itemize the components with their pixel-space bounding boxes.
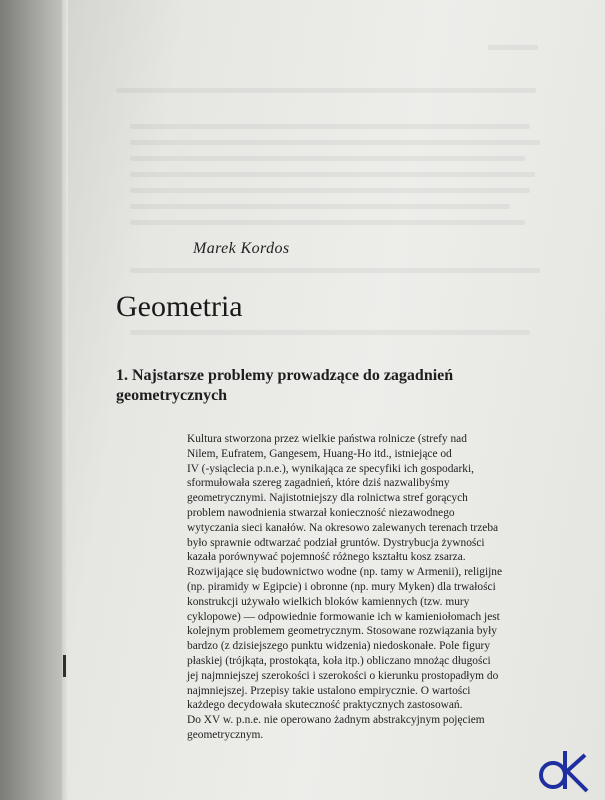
text-line: kazała porównywać pojemność różnego kształtu kosz zsarza. [187,551,466,564]
text-line: IV (-ysiąclecia p.n.e.), wynikająca ze specyfiki ich gospodarki, [187,462,474,475]
chapter-title: Geometria [116,290,243,323]
text-line: Rozwijające się budownictwo wodne (np. tamy w Armenii), religijne [187,566,503,579]
text-line: kolejnym problemem geometrycznym. Stosowane rozwiązania były [187,625,497,638]
text-line: Nilem, Eufratem, Gangesem, Huang-Ho itd., istniejące od [187,447,452,460]
text-line: cyklopowe) — odpowiednie formowanie ich w kamieniołomach jest [187,610,500,623]
dk-logo-icon [535,745,595,793]
text-line: najmniejszej. Przepisy takie ustalono empirycznie. O wartości [187,684,471,697]
margin-mark [63,655,66,677]
body-paragraph [187,432,557,743]
text-line: (np. piramidy w Egipcie) i obronne (np. mury Myken) dla trwałości [187,580,496,593]
text-line: Do XV w. p.n.e. nie operowano żadnym abstrakcyjnym pojęciem [187,714,485,727]
text-line: problem nawodnienia stwarzał konieczność niezawodnego [187,506,455,519]
text-line: jej najmniejszej szerokości i szerokości o kierunku prostopadłym do [187,669,499,682]
text-line: konstrukcji używało wielkich bloków kamiennych (tzw. mury [187,595,470,608]
text-line: geometrycznymi. Najistotniejszy dla rolnictwa stref gorących [187,492,468,505]
text-line: było sprawnie odtwarzać podział gruntów. Dystrybucja żywności [187,536,485,549]
text-line: płaskiej (trójkąta, prostokąta, koła itp.) obliczano mnożąc długości [187,654,491,667]
text-line: bardzo (z dzisiejszego punktu widzenia) niedoskonałe. Pole figury [187,640,491,653]
book-gutter [0,0,70,800]
book-page [68,0,605,800]
text-line: sformułowała szereg zagadnień, które dziś nazwalibyśmy [187,477,450,490]
text-line: wytyczania sieci kanałów. Na okresowo zalewanych terenach trzeba [187,521,499,534]
text-line: każdego decydowała skuteczność praktycznych zastosowań. [187,699,463,712]
section-heading: 1. Najstarsze problemy prowadzące do zagadnień geometrycznych [116,367,454,404]
text-line: Kultura stworzona przez wielkie państwa rolnicze (strefy nad [187,433,467,445]
author-name: Marek Kordos [193,240,290,257]
text-line: geometrycznym. [187,728,264,741]
